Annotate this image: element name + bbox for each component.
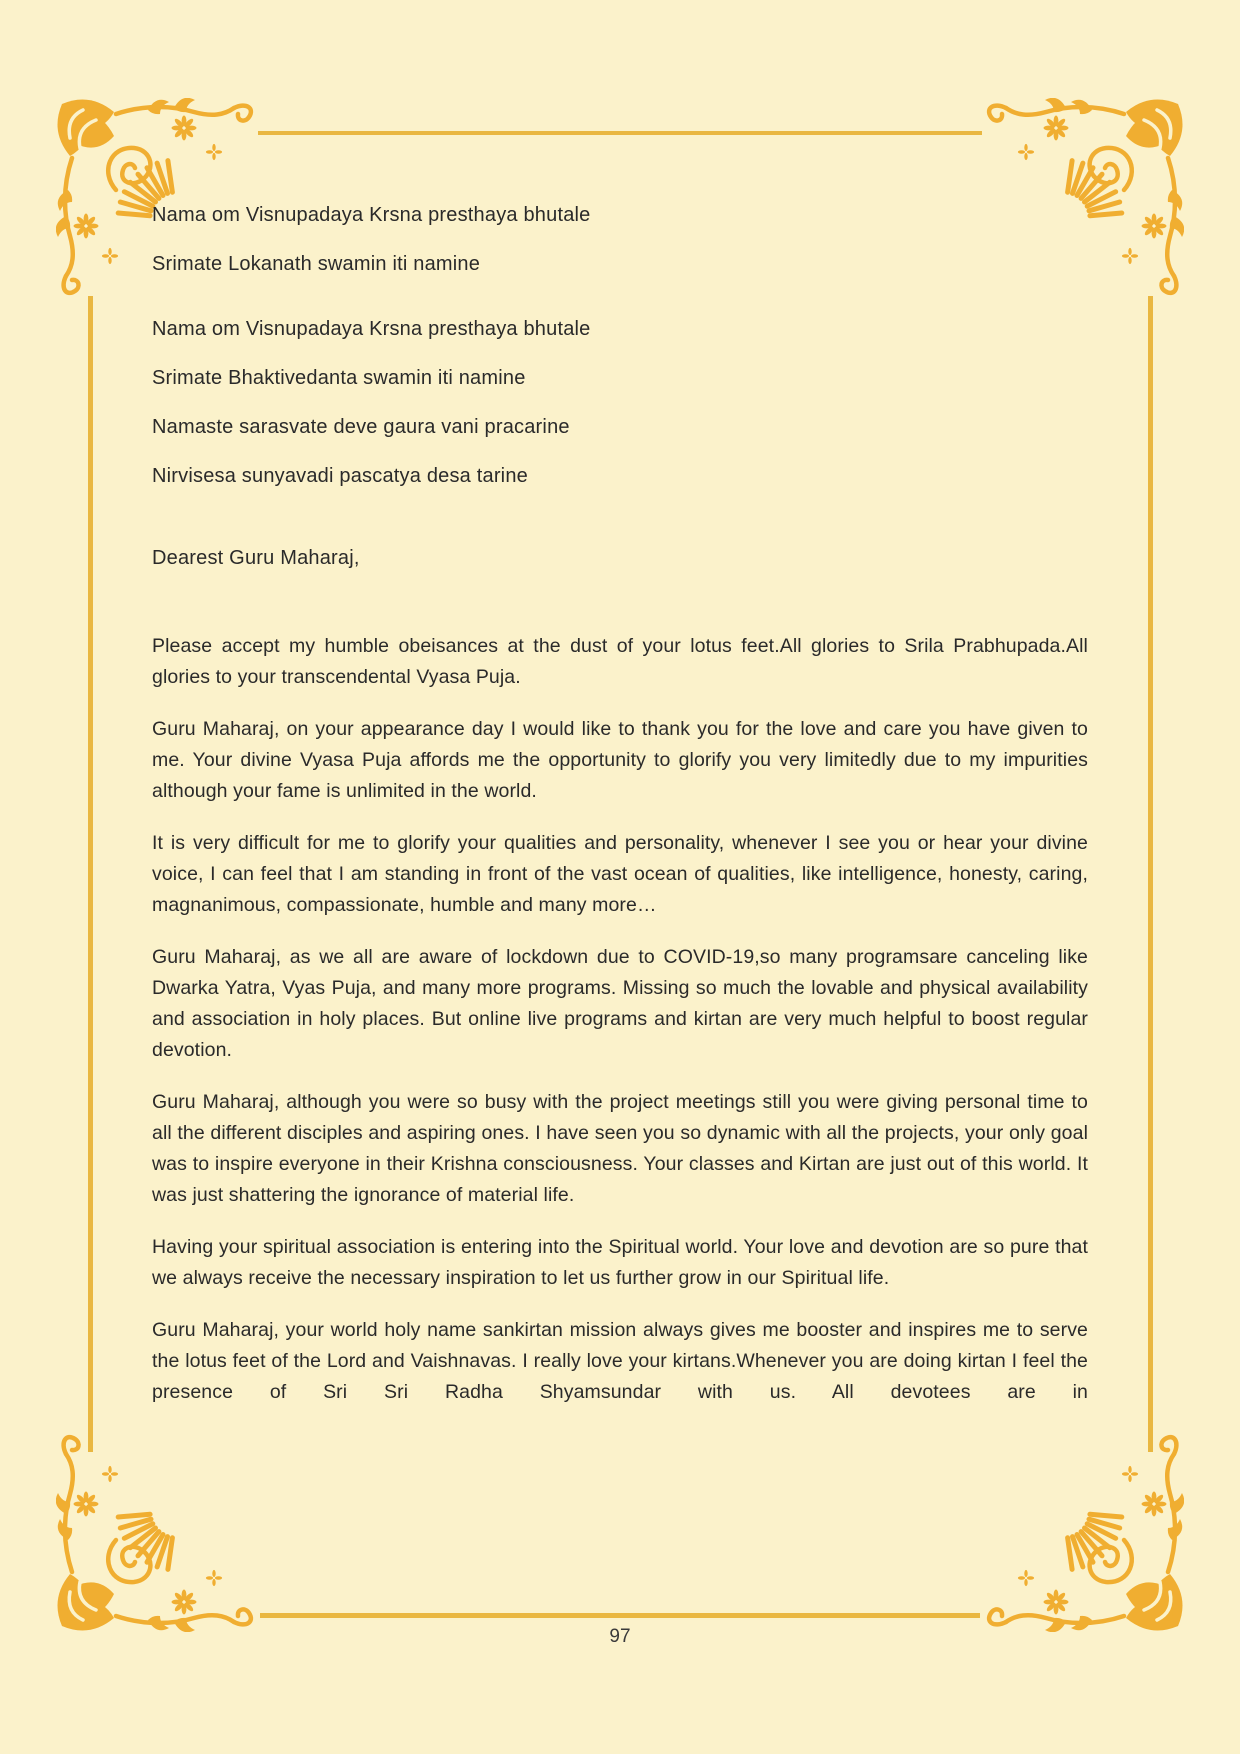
body-paragraph: Guru Maharaj, on your appearance day I would like to thank you for the love and care you have given to me. Your divine Vyasa Puja affords me the opportunity to glorify you very limitedly due to my impurities although your fame is unlimited in the world. xyxy=(152,718,1088,802)
frame-border-top xyxy=(258,131,982,135)
body-paragraph: Guru Maharaj, your world holy name sankirtan mission always gives me booster and inspires me to serve the lotus feet of the Lord and Vaishnavas. I really love your kirtans.Whenever you are doing kirtan I feel the presence of Sri Sri Radha Shyamsundar with us. All devotees are in xyxy=(152,1319,1088,1403)
invocation-verse-line: Nama om Visnupadaya Krsna presthaya bhutale xyxy=(152,318,591,340)
invocation-verse-line: Nama om Visnupadaya Krsna presthaya bhutale xyxy=(152,204,591,226)
body-paragraph: Guru Maharaj, as we all are aware of lockdown due to COVID-19,so many programsare canceling like Dwarka Yatra, Vyas Puja, and many more programs. Missing so much the lovable and physical availability and association in holy places. But online live programs and kirtan are very much helpful to boost regular devotion. xyxy=(152,946,1088,1061)
invocation-verse-line: Nirvisesa sunyavadi pascatya desa tarine xyxy=(152,465,528,487)
body-paragraph: It is very difficult for me to glorify your qualities and personality, whenever I see you or hear your divine voice, I can feel that I am standing in front of the vast ocean of qualities, like intelligence, honesty, caring, magnanimous, compassionate, humble and many more… xyxy=(152,832,1088,916)
frame-border-bottom xyxy=(260,1613,980,1618)
body-paragraph: Having your spiritual association is entering into the Spiritual world. Your love and devotion are so pure that we always receive the necessary inspiration to let us further grow in our Spiritual life. xyxy=(152,1236,1088,1289)
corner-ornament-bottom-right-icon xyxy=(974,1432,1184,1632)
letter-content xyxy=(152,200,1088,1408)
salutation: Dearest Guru Maharaj, xyxy=(152,547,360,569)
letter-paragraphs xyxy=(152,631,1088,1408)
page-number: 97 xyxy=(609,1626,631,1647)
invocation-verse-line: Srimate Bhaktivedanta swamin iti namine xyxy=(152,367,526,389)
body-paragraph: Guru Maharaj, although you were so busy with the project meetings still you were giving personal time to all the different disciples and aspiring ones. I have seen you so dynamic with all the projects, your only goal was to inspire everyone in their Krishna consciousness. Your classes and Kirtan are just out of this world. It was just shattering the ignorance of material life. xyxy=(152,1091,1088,1206)
frame-border-left xyxy=(88,296,93,1452)
frame-border-right xyxy=(1148,296,1153,1452)
invocation-verse-line: Namaste sarasvate deve gaura vani pracarine xyxy=(152,416,570,438)
body-paragraph: Please accept my humble obeisances at the dust of your lotus feet.All glories to Srila Prabhupada.All glories to your transcendental Vyasa Puja. xyxy=(152,635,1088,688)
invocation-verse-line: Srimate Lokanath swamin iti namine xyxy=(152,253,481,275)
corner-ornament-bottom-left-icon xyxy=(56,1432,266,1632)
